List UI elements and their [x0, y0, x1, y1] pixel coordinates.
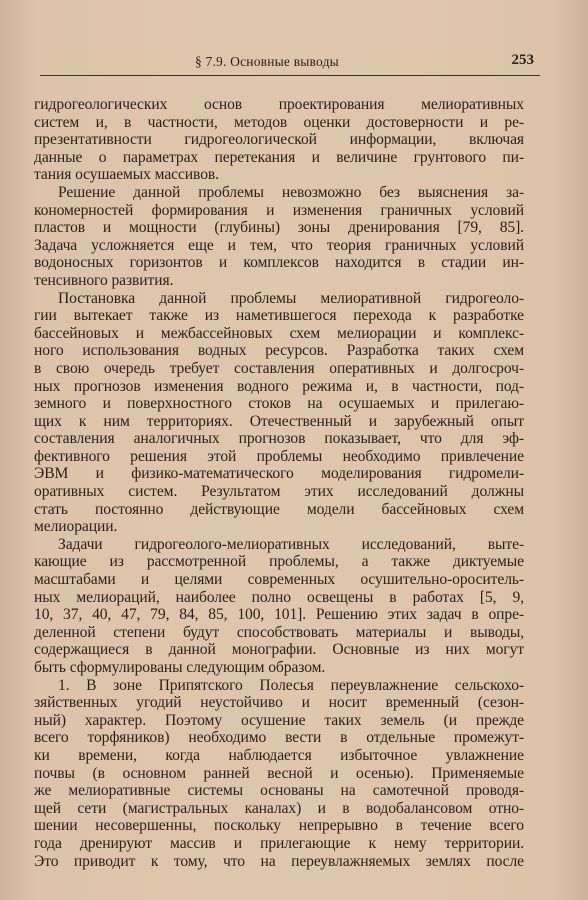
text-line: пластов и мощности (глубины) зоны дренирования [79, 85].: [34, 219, 524, 237]
running-title: § 7.9. Основные выводы: [195, 54, 339, 69]
text-line: деленной степени будут способствовать материалы и выводы,: [34, 623, 524, 641]
body-text: [34, 96, 524, 870]
text-line: водоносных горизонтов и комплексов находится в стадии ин-: [34, 254, 524, 272]
text-line: данные о параметрах перетекания и величине грунтового пи-: [34, 148, 524, 166]
text-line: стать постоянно действующие модели бассейновых схем: [34, 500, 524, 518]
text-line: 10, 37, 40, 47, 79, 84, 85, 100, 101]. Решению этих задач в опре-: [34, 606, 524, 624]
text-line: в свою очередь требует составления оперативных и долгосроч-: [34, 359, 524, 377]
paragraph-5: [34, 677, 524, 871]
text-line: Решение данной проблемы невозможно без выяснения за-: [58, 183, 524, 201]
text-line: презентативности гидрогеологической информации, включая: [34, 131, 524, 149]
text-line: бассейновых и межбассейновых схем мелиорации и комплекс-: [34, 324, 524, 342]
paragraph-1: [34, 96, 524, 184]
text-line: ный) характер. Поэтому осушение таких земель (и прежде: [34, 711, 524, 729]
text-line: Постановка данной проблемы мелиоративной гидрогеоло-: [58, 289, 524, 307]
text-line: кономерностей формирования и изменения граничных условий: [34, 201, 524, 219]
text-line: тания осушаемых массивов.: [34, 166, 219, 184]
text-line: Задачи гидрогеолого-мелиоративных исследований, выте-: [58, 535, 524, 553]
paragraph-3: [34, 290, 524, 536]
text-line: систем и, в частности, методов оценки достоверности и ре-: [34, 113, 524, 131]
paragraph-4: [34, 536, 524, 677]
text-line: почвы (в основном ранней весной и осенью). Применяемые: [34, 764, 524, 782]
text-line: ных мелиораций, наиболее полно освещены в работах [5, 9,: [34, 588, 524, 606]
text-line: составления аналогичных прогнозов показывает, что для эф-: [34, 430, 524, 448]
text-line: щих к ним территориях. Отечественный и зарубежный опыт: [34, 412, 524, 430]
text-line: ЭВМ и физико-математического моделирования гидромели-: [34, 465, 524, 483]
header-rule: [40, 75, 540, 76]
text-line: кающие из рассмотренной проблемы, а также диктуемые: [34, 553, 524, 571]
text-line: всего торфяников) необходимо вести в отдельные промежут-: [34, 729, 524, 747]
text-line: зяйственных угодий неустойчиво и носит временный (сезон-: [34, 694, 524, 712]
text-line: фективного решения этой проблемы необходимо привлечение: [34, 447, 524, 465]
paragraph-2: [34, 184, 524, 290]
page-number: 253: [511, 52, 534, 68]
text-line: Задача усложняется еще и тем, что теория граничных условий: [34, 236, 524, 254]
text-line: Это приводит к тому, что на переувлажняемых землях после: [34, 852, 524, 870]
text-line: земного и поверхностного стоков на осушаемых и прилегаю-: [34, 395, 524, 413]
text-line: гидрогеологических основ проектирования мелиоративных: [34, 96, 524, 113]
text-line: щей сети (магистральных каналах) и в водобалансовом отно-: [34, 799, 524, 817]
text-line: содержащиеся в данной монографии. Основные из них могут: [34, 641, 524, 659]
text-line: года дренируют массив и прилегающие к нему территории.: [34, 834, 524, 852]
text-line: ного использования водных ресурсов. Разработка таких схем: [34, 342, 524, 360]
text-line: мелиорации.: [34, 518, 118, 536]
text-line: ных прогнозов изменения водного режима и, в частности, под-: [34, 377, 524, 395]
text-line: ки времени, когда наблюдается избыточное увлажнение: [34, 746, 524, 764]
text-line: оративных систем. Результатом этих исследований должны: [34, 483, 524, 501]
text-line: же мелиоративные системы основаны на самотечной проводя-: [34, 782, 524, 800]
text-line: шении несовершенны, поскольку непрерывно в течение всего: [34, 817, 524, 835]
page-header: [40, 48, 540, 78]
text-line: масштабами и целями современных осушительно-ороситель-: [34, 571, 524, 589]
text-line: тенсивного развития.: [34, 271, 174, 289]
text-line: быть сформулированы следующим образом.: [34, 659, 326, 676]
text-line: гии вытекает также из наметившегося перехода к разработке: [34, 307, 524, 325]
text-line: 1. В зоне Припятского Полесья переувлажнение сельскохо-: [58, 676, 524, 694]
